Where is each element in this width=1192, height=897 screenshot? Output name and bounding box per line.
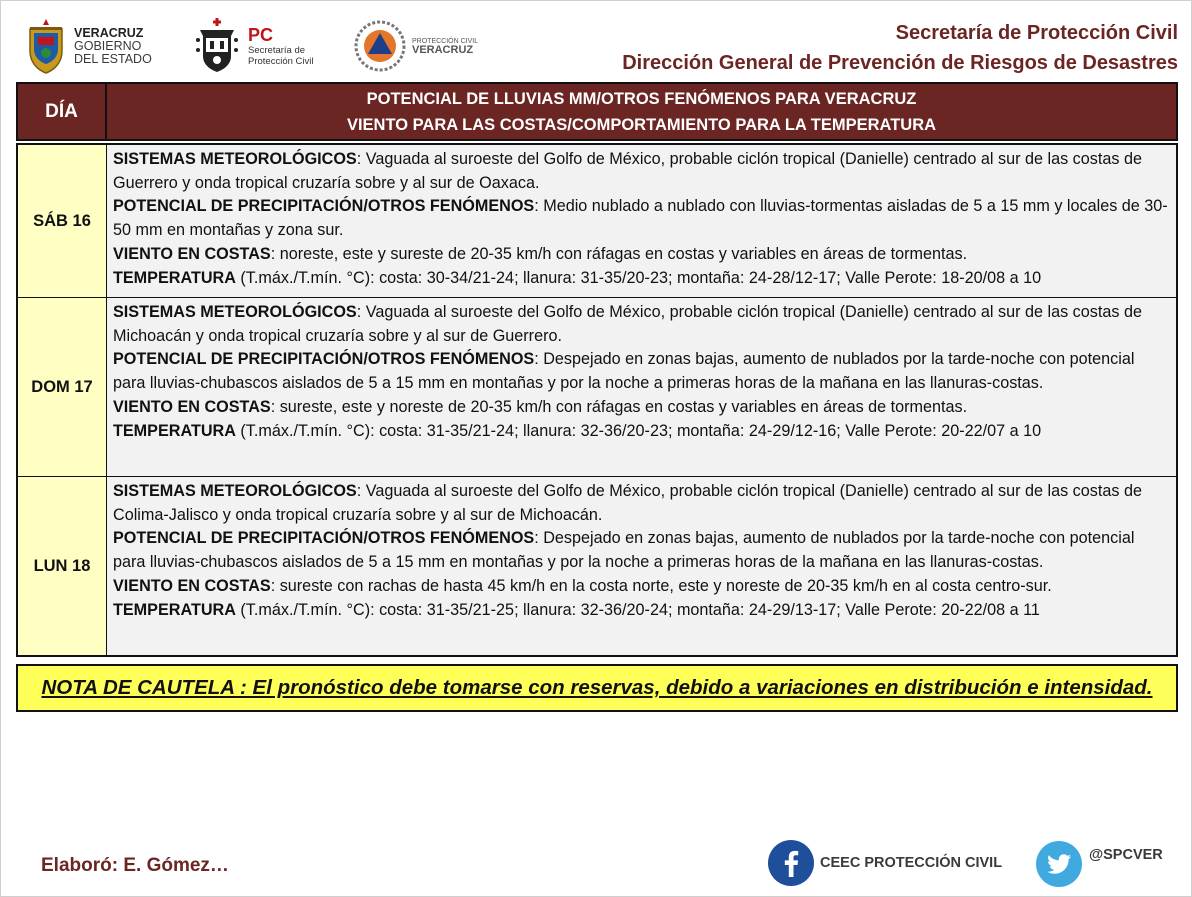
precipitation-paragraph [113,348,1168,395]
systems-paragraph [113,148,1168,195]
twitter-link[interactable] [1035,840,1163,888]
temperature-label: TEMPERATURA [113,600,236,619]
pc-veracruz-logo-line2: VERACRUZ [412,44,474,56]
veracruz-shield-icon [24,17,68,75]
wind-text: : noreste, este y sureste de 20-35 km/h con ráfagas en costas y variables en áreas de tormentas. [270,244,968,263]
day-cell: SÁB 16 [18,145,107,297]
systems-label: SISTEMAS METEOROLÓGICOS [113,150,357,168]
forecast-table-body [16,143,1178,657]
wind-label: VIENTO EN COSTAS [113,576,271,595]
forecast-column-header-line1: POTENCIAL DE LLUVIAS MM/OTROS FENÓMENOS PARA VERACRUZ [366,89,917,108]
facebook-label: CEEC PROTECCIÓN CIVIL [820,855,1003,871]
wind-paragraph [113,396,1168,420]
pc-veracruz-logo-text [412,37,478,55]
forecast-table-header [16,82,1178,141]
precipitation-text: : Despejado en zonas bajas, aumento de nublados por la tarde-noche con potencial para lluvias-chubascos aislados de 5 a 15 mm en montañas y por la noche a primeras horas de la mañana en las llanuras-costas. [113,350,1135,393]
systems-text: : Vaguada al suroeste del Golfo de México, probable ciclón tropical (Danielle) centrado al sur de las costas de Guerrero y onda tropical cruzaría sobre y al sur de Oaxaca. [113,150,1142,192]
precipitation-text: : Despejado en zonas bajas, aumento de nublados por la tarde-noche con potencial para lluvias-chubascos aislados de 5 a 15 mm en montañas y por la noche a primeras horas de la mañana en las llanuras-costas. [113,529,1135,572]
pc-logo-line2: Protección Civil [248,56,314,67]
organization-title-line2: Dirección General de Prevención de Riesgos de Desastres [622,52,1178,74]
pc-logo-line1: Secretaría de [248,45,306,56]
precipitation-text: : Medio nublado a nublado con lluvias-tormentas aisladas de 5 a 15 mm y locales de 30-50 mm en montañas y zona sur. [113,197,1168,240]
pc-logo [192,16,354,76]
table-row [18,477,1176,655]
wind-text: : sureste con rachas de hasta 45 km/h en la costa norte, este y noreste de 20-35 km/h en al costa centro-sur. [270,576,1052,595]
veracruz-logo [24,17,184,75]
systems-text: : Vaguada al suroeste del Golfo de México, probable ciclón tropical (Danielle) centrado al sur de las costas de Colima-Jalisco y onda tropical cruzaría sobre y al sur de Michoacán. [113,482,1142,524]
forecast-cell [107,145,1176,297]
temperature-label: TEMPERATURA [113,421,236,440]
temperature-paragraph [113,420,1168,444]
wind-paragraph [113,575,1168,599]
veracruz-logo-text [74,27,152,66]
precipitation-label: POTENCIAL DE PRECIPITACIÓN/OTROS FENÓMENOS [113,197,535,216]
forecast-column-header [107,84,1176,139]
veracruz-logo-line1: VERACRUZ [74,25,144,40]
forecast-cell [107,477,1176,655]
systems-text: : Vaguada al suroeste del Golfo de México, probable ciclón tropical (Danielle) centrado al sur de las costas de Michoacán y onda tropical cruzaría sobre y al sur de Guerrero. [113,303,1142,345]
temperature-text: (T.máx./T.mín. °C): costa: 31-35/21-24; llanura: 32-36/20-23; montaña: 24-29/12-16; Valle Perote: 20-22/07 a 10 [235,421,1042,440]
author-credit: Elaboró: E. Gómez… [41,855,229,876]
precipitation-paragraph [113,527,1168,574]
day-column-header: DÍA [18,84,107,139]
temperature-text: (T.máx./T.mín. °C): costa: 30-34/21-24; llanura: 31-35/20-23; montaña: 24-28/12-17; Valle Perote: 18-20/08 a 10 [235,268,1042,287]
forecast-column-header-line2: VIENTO PARA LAS COSTAS/COMPORTAMIENTO PARA LA TEMPERATURA [346,115,937,134]
twitter-icon [1035,840,1083,888]
pc-emblem-icon [192,16,242,76]
systems-label: SISTEMAS METEOROLÓGICOS [113,482,357,500]
twitter-label: @SPCVER [1089,847,1163,863]
systems-paragraph [113,301,1168,348]
table-row [18,298,1176,477]
day-cell: DOM 17 [18,298,107,476]
organization-title-line1: Secretaría de Protección Civil [895,22,1178,44]
pc-logo-text [248,25,313,67]
temperature-text: (T.máx./T.mín. °C): costa: 31-35/21-25; llanura: 32-36/20-24; montaña: 24-29/13-17; Valle Perote: 20-22/08 a 11 [235,600,1040,619]
precipitation-paragraph [113,195,1168,242]
precipitation-label: POTENCIAL DE PRECIPITACIÓN/OTROS FENÓMENOS [113,350,535,369]
systems-paragraph [113,480,1168,527]
pc-veracruz-badge-icon [354,20,406,72]
veracruz-logo-line2: GOBIERNO [74,38,142,53]
wind-paragraph [113,243,1168,267]
temperature-paragraph [113,599,1168,623]
wind-label: VIENTO EN COSTAS [113,244,271,263]
temperature-label: TEMPERATURA [113,268,236,287]
pc-veracruz-logo [354,20,494,72]
table-row [18,145,1176,298]
forecast-cell [107,298,1176,476]
caution-note: NOTA DE CAUTELA : El pronóstico debe tomarse con reservas, debido a variaciones en distribución e intensidad. [16,664,1178,712]
pc-veracruz-logo-line1: PROTECCIÓN CIVIL [412,38,479,45]
wind-text: : sureste, este y noreste de 20-35 km/h con ráfagas en costas y variables en áreas de tormentas. [270,397,968,416]
systems-label: SISTEMAS METEOROLÓGICOS [113,303,357,321]
temperature-paragraph [113,267,1168,291]
logo-strip [24,14,494,78]
precipitation-label: POTENCIAL DE PRECIPITACIÓN/OTROS FENÓMENOS [113,529,535,548]
facebook-link[interactable] [768,840,1002,886]
day-cell: LUN 18 [18,477,107,655]
wind-label: VIENTO EN COSTAS [113,397,271,416]
pc-logo-abbr: PC [248,25,274,45]
veracruz-logo-line3: DEL ESTADO [74,51,152,66]
facebook-icon [768,840,814,886]
organization-title [622,18,1178,78]
